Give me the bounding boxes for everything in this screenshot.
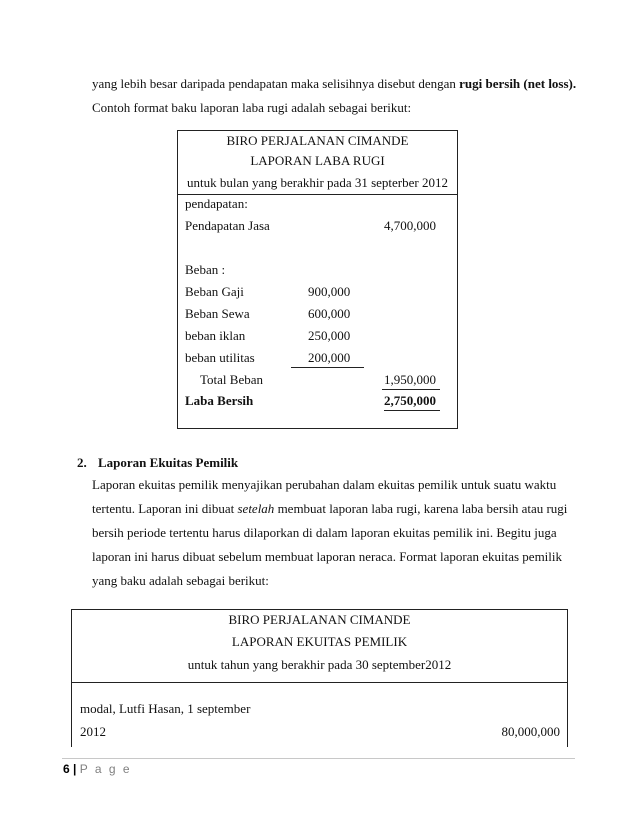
equity-company-name: BIRO PERJALANAN CIMANDE: [228, 612, 411, 627]
revenue-heading: pendapatan:: [185, 196, 248, 211]
intro-bold-term: rugi bersih (net loss).: [459, 76, 577, 91]
section-heading: Laporan Ekuitas Pemilik: [98, 455, 239, 470]
intro-text: yang lebih besar daripada pendapatan maka selisihnya disebut dengan: [92, 76, 460, 91]
page-number: 6: [63, 762, 70, 776]
page-label: P a g e: [79, 762, 132, 776]
expense-label: beban utilitas: [185, 350, 255, 365]
expense-value: 900,000: [308, 284, 351, 299]
total-expense-label: Total Beban: [200, 372, 263, 387]
revenue-label: Pendapatan Jasa: [185, 218, 270, 233]
intro-line-2: Contoh format baku laporan laba rugi adalah sebagai berikut:: [92, 100, 412, 115]
intro-line-1: [92, 76, 576, 92]
capital-label: modal, Lutfi Hasan, 1 september: [80, 701, 251, 716]
subtotal-underline: [291, 367, 364, 368]
paragraph-line: Laporan ekuitas pemilik menyajikan perubahan dalam ekuitas pemilik untuk suatu waktu: [92, 477, 557, 492]
expense-heading: Beban :: [185, 262, 226, 277]
net-underline: [384, 410, 440, 411]
equity-report-title: LAPORAN EKUITAS PEMILIK: [231, 634, 408, 649]
expense-label: Beban Gaji: [185, 284, 244, 299]
income-period: untuk bulan yang berakhir pada 31 septerber 2012: [186, 175, 448, 190]
paragraph-line: bersih periode tertentu harus dilaporkan di dalam laporan ekuitas pemilik ini. Begitu juga: [92, 525, 557, 540]
paragraph-line: yang baku adalah sebagai berikut:: [92, 573, 269, 588]
income-company-name: BIRO PERJALANAN CIMANDE: [226, 133, 409, 148]
expense-label: Beban Sewa: [185, 306, 250, 321]
paragraph-line: [92, 501, 567, 517]
income-report-title: LAPORAN LABA RUGI: [250, 153, 385, 168]
capital-value: 80,000,000: [501, 724, 560, 739]
page-footer: [63, 762, 132, 776]
expense-value: 600,000: [308, 306, 351, 321]
paragraph-text: membuat laporan laba rugi, karena laba bersih atau rugi: [274, 501, 568, 516]
net-income-value: 2,750,000: [384, 393, 436, 408]
revenue-value: 4,700,000: [384, 218, 436, 233]
total-expense-value: 1,950,000: [384, 372, 436, 387]
paragraph-text: tertentu. Laporan ini dibuat: [92, 501, 238, 516]
total-underline: [382, 389, 440, 390]
expense-value: 250,000: [308, 328, 351, 343]
page-separator: |: [73, 762, 77, 776]
paragraph-line: laporan ini harus dibuat sebelum membuat laporan neraca. Format laporan ekuitas pemilik: [92, 549, 563, 564]
net-income-label: Laba Bersih: [185, 393, 254, 408]
section-number: 2.: [77, 455, 87, 470]
paragraph-emphasis: setelah: [237, 501, 275, 516]
equity-period: untuk tahun yang berakhir pada 30 september2012: [187, 657, 452, 672]
capital-label-year: 2012: [80, 724, 106, 739]
expense-value: 200,000: [308, 350, 351, 365]
expense-label: beban iklan: [185, 328, 246, 343]
footer-divider: [62, 758, 575, 759]
